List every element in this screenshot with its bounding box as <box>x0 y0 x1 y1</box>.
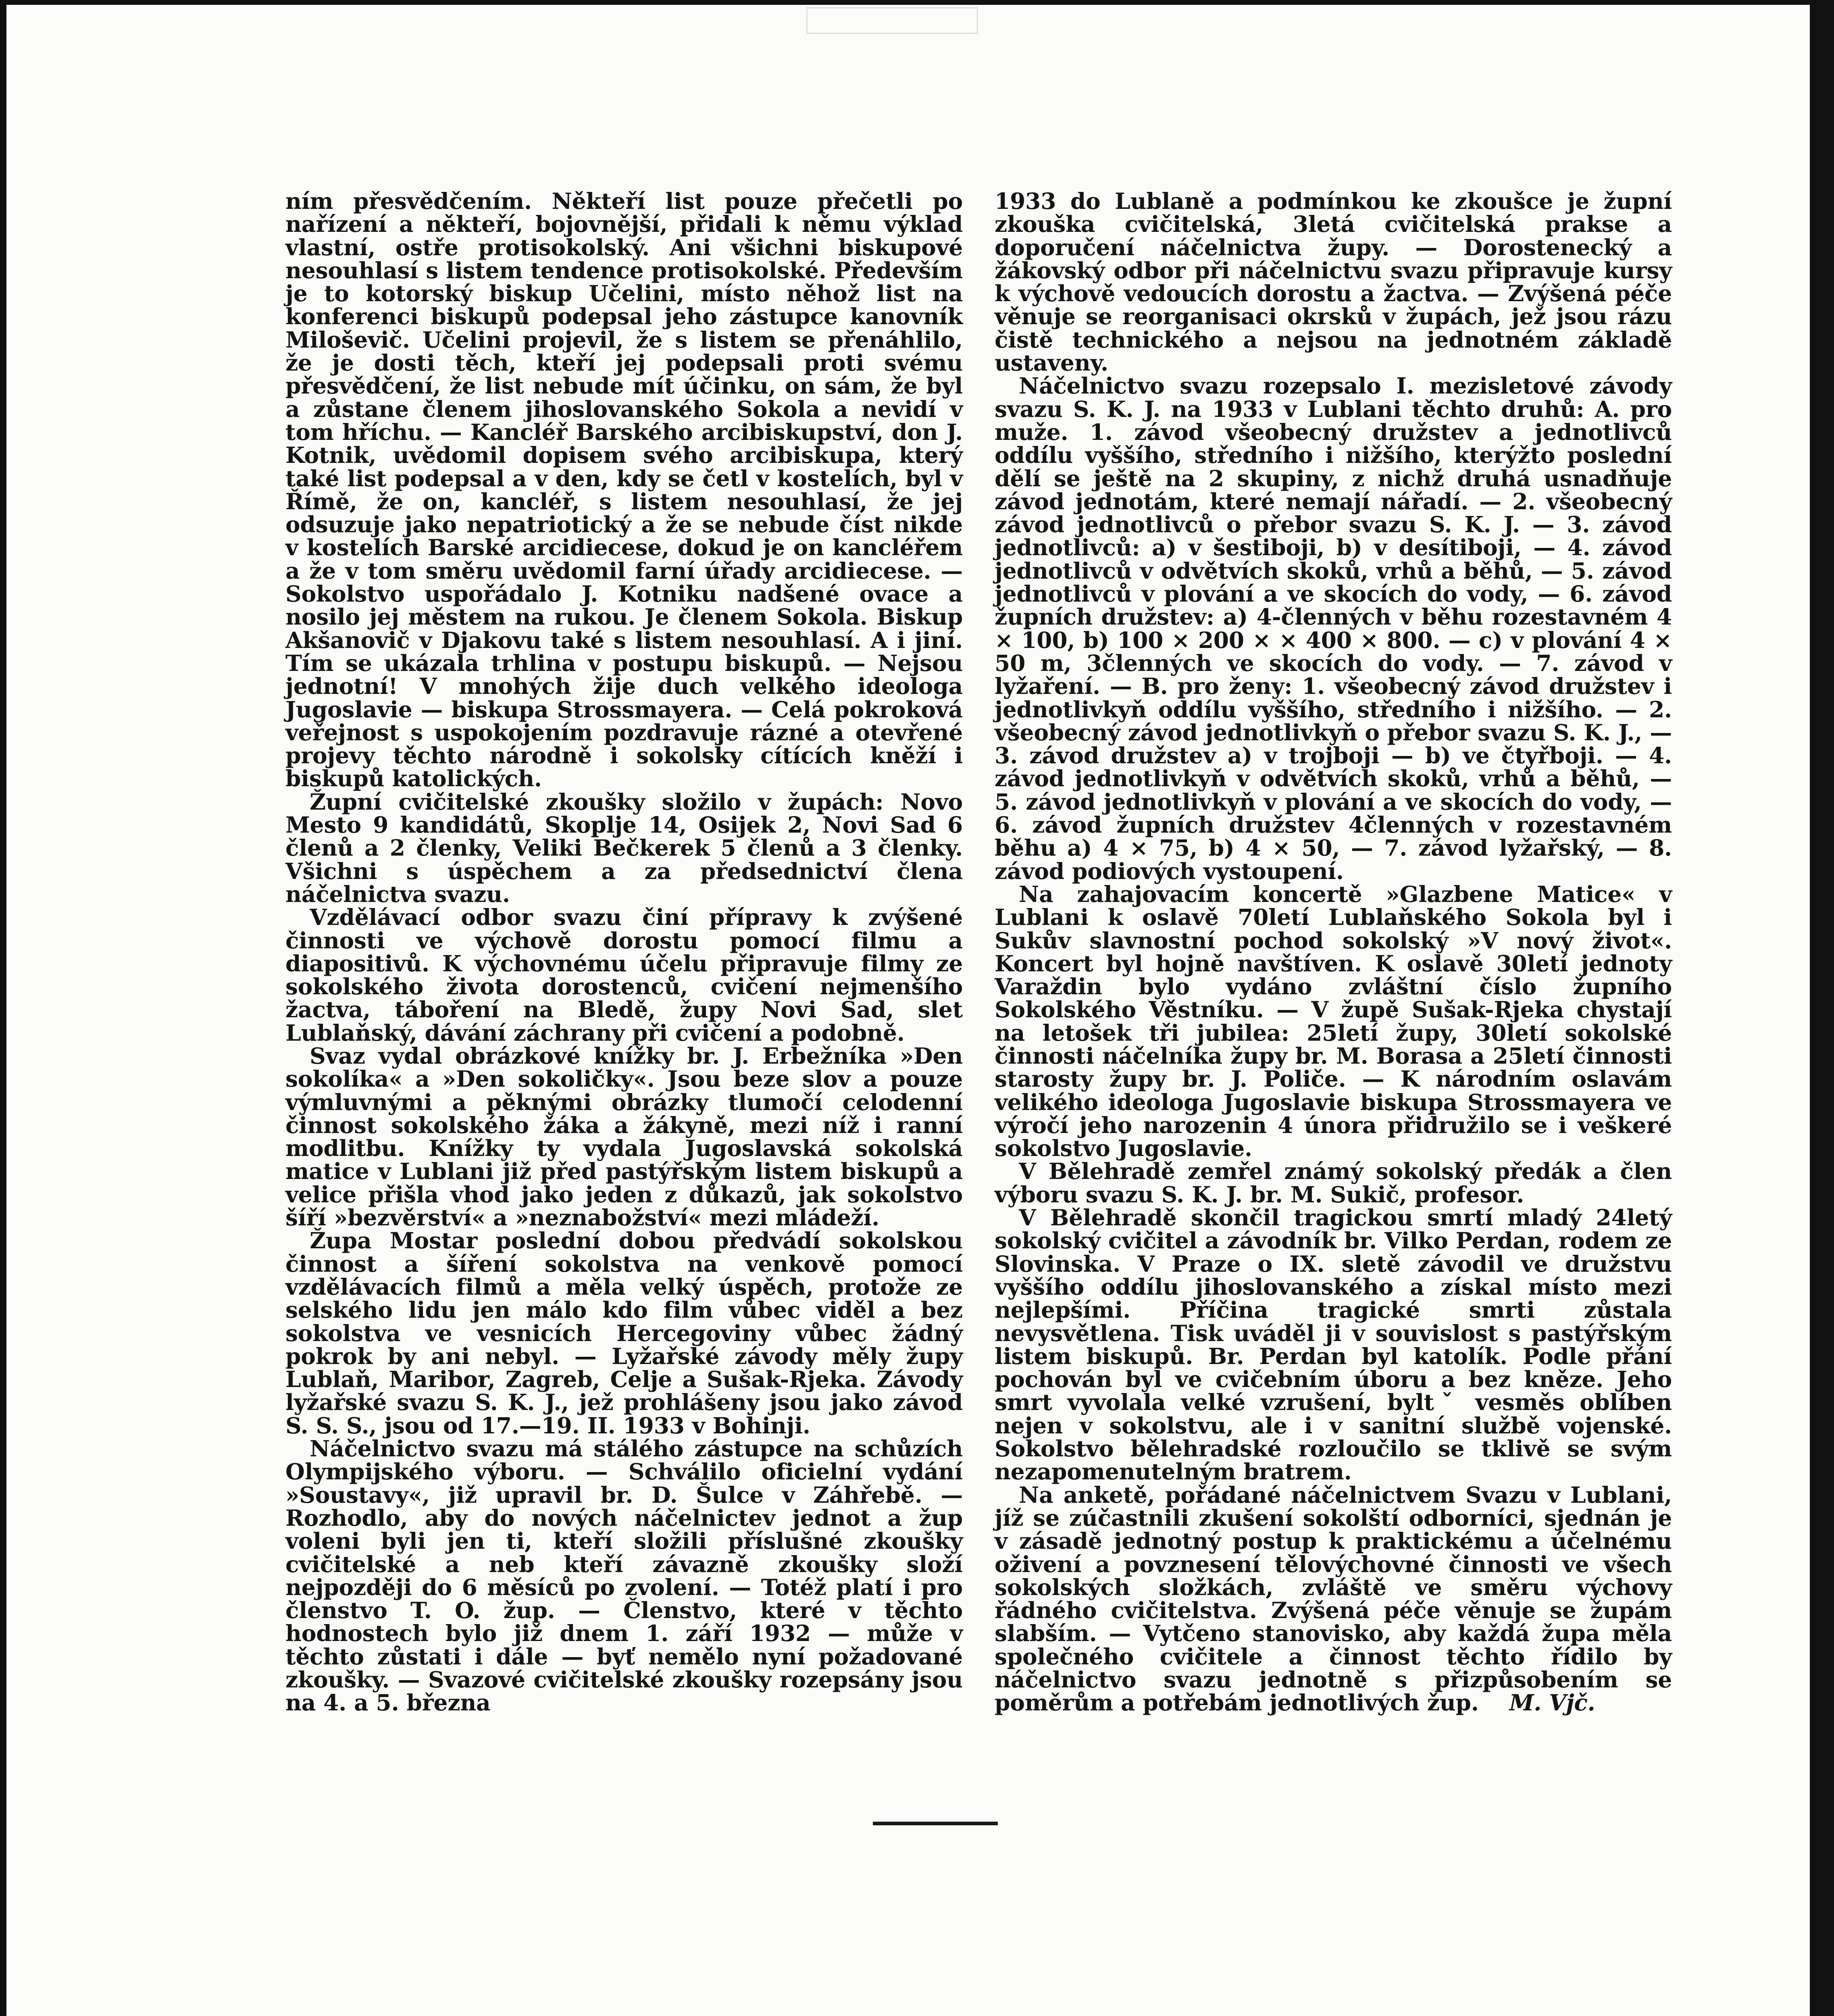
right-column <box>995 190 1672 1714</box>
paragraph-text: Na anketě, pořádané náčelnictvem Svazu v Lublani, jíž se zúčastnili zkušení sokolští odborníci, sjednán je v zásadě jednotný postup k praktickému a účelnému oživení a povznesení tělovýchovné činnosti ve všech sokolských složkách, zvláště ve směru výchovy řádného cvičitelstva. Zvýšená péče věnuje se župám slabším. — Vytčeno stanovisko, aby každá župa měla společného cvičitele a činnost těchto řídilo by náčelnictvo svazu jednotně s přizpůsobením se poměrům a potřebám jednotlivých žup. <box>995 1481 1672 1716</box>
paragraph: Náčelnictvo svazu rozepsalo I. mezisletové závody svazu S. K. J. na 1933 v Lublani těchto druhů: A. pro muže. 1. závod všeobecný družstev a jednotlivců oddílu vyššího, středního i nižšího, kterýžto poslední dělí se ještě na 2 skupiny, z nichž druhá usnadňuje závod jednotám, které nemají nářadí. — 2. všeobecný závod jednotlivců o přebor svazu S. K. J. — 3. závod jednotlivců: a) v šestiboji, b) v desítiboji, — 4. závod jednotlivců v odvětvích skoků, vrhů a běhů, — 5. závod jednotlivců v plování a ve skocích do vody, — 6. závod župních družstev: a) 4-členných v běhu rozestavném 4 × 100, b) 100 × 200 × × 400 × 800. — c) v plování 4 × 50 m, 3členných ve skocích do vody. — 7. závod v lyžaření. — B. pro ženy: 1. všeobecný závod družstev i jednotlivkyň oddílu vyššího, středního i nižšího. — 2. všeobecný závod jednotlivkyň o přebor svazu S. K. J., — 3. závod družstev a) v trojboji — b) ve čtyřboji. — 4. závod jednotlivkyň v odvětvích skoků, vrhů a běhů, — 5. závod jednotlivkyň v plování a ve skocích do vody, — 6. závod župních družstev 4členných v rozestavném běhu a) 4 × 75, b) 4 × 50, — 7. závod lyžařský, — 8. závod podiových vystoupení. <box>995 373 1672 884</box>
scan-tape-mark <box>806 7 978 34</box>
section-divider <box>873 1822 998 1825</box>
paragraph: Na zahajovacím koncertě »Glazbene Matice« v Lublani k oslavě 70letí Lublaňského Sokola byl i Sukův slavnostní pochod sokolský »V nový život«. Koncert byl hojně navštíven. K oslavě 30letí jednoty Varaždin bylo vydáno zvláštní číslo župního Sokolského Věstníku. — V župě Sušak-Rjeka chystají na letošek tři jubilea: 25letí župy, 30letí sokolské činnosti náčelníka župy br. M. Borasa a 25letí činnosti starosty župy br. J. Poliče. — K národním oslavám velikého ideologa Jugoslavie biskupa Strossmayera ve výročí jeho narozenin 4 února přidružilo se i veškeré sokolstvo Jugoslavie. <box>995 881 1672 1162</box>
paragraph: Svaz vydal obrázkové knížky br. J. Erbežníka »Den sokolíka« a »Den sokoličky«. Jsou beze slov a pouze výmluvnými a pěknými obrázky tlumočí celodenní činnost sokolského žáka a žákyně, mezi níž i ranní modlitbu. Knížky ty vydala Jugoslavská sokolská matice v Lublani již před pastýřským listem biskupů a velice přišla vhod jako jeden z důkazů, jak sokolstvo šíří »bezvěrství« a »neznabožství« mezi mládeží. <box>285 1042 963 1231</box>
paragraph: V Bělehradě skončil tragickou smrtí mladý 24letý sokolský cvičitel a závodník br. Vilko Perdan, rodem ze Slovinska. V Praze o IX. sletě závodil ve družstvu vyššího oddílu jihoslovanského a získal místo mezi nejlepšími. Příčina tragické smrti zůstala nevysvětlena. Tisk uváděl ji v souvislost s pastýřským listem biskupů. Br. Perdan byl katolík. Podle přání pochován byl ve cvičebním úboru a bez kněze. Jeho smrt vyvolala velké vzrušení, byltˇ vesměs oblíben nejen v sokolstvu, ale i v sanitní službě vojenské. Sokolstvo bělehradské rozloučilo se tklivě se svým nezapomenutelným bratrem. <box>995 1204 1672 1485</box>
paragraph: Vzdělávací odbor svazu činí přípravy k zvýšené činnosti ve výchově dorostu pomocí filmu a diapositivů. K výchovnému účelu připravuje filmy ze sokolského života dorostenců, cvičení nejmenšího žactva, táboření na Bledě, župy Novi Sad, slet Lublaňský, dávání záchrany při cvičení a podobně. <box>285 904 963 1046</box>
scan-border-top <box>0 0 1834 5</box>
paragraph: ním přesvědčením. Někteří list pouze přečetli po nařízení a někteří, bojovnější, přidali k němu výklad vlastní, ostře protisokolský. Ani všichni biskupové nesouhlasí s listem tendence protisokolské. Především je to kotorský biskup Učelini, místo něhož list na konferenci biskupů podepsal jeho zástupce kanovník Miloševič. Učelini projevil, že s listem se přenáhlilo, že je dosti těch, kteří jej podepsali proti svému přesvědčení, že list nebude mít účinku, on sám, že byl a zůstane členem jihoslovanského Sokola a nevidí v tom hříchu. — Kancléř Barského arcibiskupství, don J. Kotnik, uvědomil dopisem svého arcibiskupa, který také list podepsal a v den, kdy se četl v kostelích, byl v Římě, že on, kancléř, s listem nesouhlasí, že jej odsuzuje jako nepatriotický a že se nebude číst nikde v kostelích Barské arcidiecese, dokud je on kancléřem a že v tom směru uvědomil farní úřady arcidiecese. — Sokolstvo uspořádalo J. Kotniku nadšené ovace a nosilo jej městem na rukou. Je členem Sokola. Biskup Akšanovič v Djakovu také s listem nesouhlasí. A i jiní. Tím se ukázala trhlina v postupu biskupů. — Nejsou jednotní! V mnohých žije duch velkého ideologa Jugoslavie — biskupa Strossmayera. — Celá pokroková veřejnost s uspokojením pozdravuje rázné a otevřené projevy těchto národně i sokolsky cítících kněží i biskupů katolických. <box>285 188 963 792</box>
paragraph: Župní cvičitelské zkoušky složilo v župách: Novo Mesto 9 kandidátů, Skoplje 14, Osijek 2, Novi Sad 6 členů a 2 členky, Veliki Bečkerek 5 členů a 3 členky. Všichni s úspěchem a za předsednictví člena náčelnictva svazu. <box>285 788 963 907</box>
paragraph: Náčelnictvo svazu má stálého zástupce na schůzích Olympijského výboru. — Schválilo oficielní vydání »Soustavy«, již upravil br. D. Šulce v Záhřebě. — Rozhodlo, aby do nových náčelnictev jednot a žup voleni byli jen ti, kteří složili příslušné zkoušky cvičitelské a neb kteří závazně zkoušky složí nejpozději do 6 měsíců po zvolení. — Totéž platí i pro členstvo T. O. žup. — Členstvo, které v těchto hodnostech bylo již dnem 1. září 1932 — může v těchto zůstati i dále — byť nemělo nyní požadované zkoušky. — Svazové cvičitelské zkoušky rozepsány jsou na 4. a 5. března <box>285 1435 963 1716</box>
author-signature: M. Vjč. <box>1509 1689 1595 1716</box>
paragraph: Župa Mostar poslední dobou předvádí sokolskou činnost a šíření sokolstva na venkově pomocí vzdělávacích filmů a měla velký úspěch, protože ze selského lidu jen málo kdo film vůbec viděl a bez sokolstva ve vesnicích Hercegoviny vůbec žádný pokrok by ani nebyl. — Lyžařské závody měly župy Lublaň, Maribor, Zagreb, Celje a Sušak-Rjeka. Závody lyžařské svazu S. K. J., jež prohlášeny jsou jako závod S. S. S., jsou od 17.—19. II. 1933 v Bohinji. <box>285 1227 963 1439</box>
paragraph: 1933 do Lublaně a podmínkou ke zkoušce je župní zkouška cvičitelská, 3letá cvičitelská prakse a doporučení náčelnictva župy. — Dorostenecký a žákovský odbor při náčelnictvu svazu připravuje kursy k výchově vedoucích dorostu a žactva. — Zvýšená péče věnuje se reorganisaci okrsků v župách, jež jsou rázu čistě technického a nejsou na jednotném základě ustaveny. <box>995 188 1672 376</box>
scan-border-right <box>1810 0 1834 2016</box>
paragraph: V Bělehradě zemřel známý sokolský předák a člen výboru svazu S. K. J. br. M. Sukič, profesor. <box>995 1158 1672 1208</box>
paragraph-last <box>995 1483 1672 1714</box>
scan-border-left <box>0 0 6 2016</box>
left-column <box>285 190 963 1714</box>
